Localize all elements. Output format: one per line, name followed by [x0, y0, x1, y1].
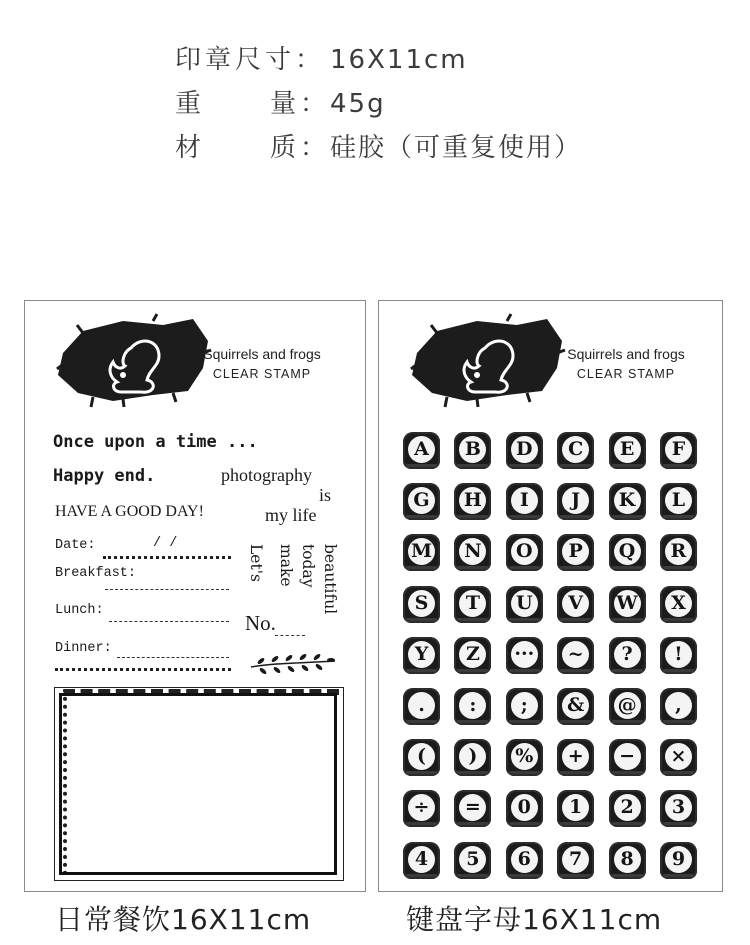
key-tile: [506, 790, 543, 827]
key-label: ?: [614, 641, 641, 668]
key-tile: [454, 637, 491, 674]
key-tile: [660, 483, 697, 520]
key-label: L: [665, 487, 692, 514]
date-line: [103, 556, 231, 559]
phrase-have-good-day: HAVE A GOOD DAY!: [55, 503, 204, 520]
spec-value: 硅胶（可重复使用）: [330, 133, 583, 163]
breakfast-line: [105, 589, 229, 590]
brand-name: Squirrels and frogs: [567, 346, 685, 362]
key-label: 6: [511, 846, 538, 873]
key-label: N: [459, 538, 486, 565]
spec-label-char: 尺: [235, 45, 264, 75]
key-label: H: [459, 487, 486, 514]
phrase-make: make: [277, 544, 295, 587]
key-tile: [454, 790, 491, 827]
key-label: A: [408, 436, 435, 463]
key-tile: [660, 637, 697, 674]
key-tile: [609, 790, 646, 827]
key-tile: [454, 586, 491, 623]
key-label: J: [562, 487, 589, 514]
key-tile: [660, 688, 697, 725]
key-label: ×: [665, 743, 692, 770]
key-label: R: [665, 538, 692, 565]
stamp-card-daily-meals: [24, 300, 366, 892]
key-label: 9: [665, 846, 692, 873]
key-tile: [660, 739, 697, 776]
key-label: X: [665, 590, 692, 617]
key-label: Q: [614, 538, 641, 565]
key-tile: [506, 637, 543, 674]
dinner-line: [117, 657, 229, 658]
key-tile: [609, 586, 646, 623]
key-tile: [660, 790, 697, 827]
key-label: Y: [408, 641, 435, 668]
key-label: O: [511, 538, 538, 565]
key-label: (: [408, 743, 435, 770]
key-tile: [557, 790, 594, 827]
caption-daily-meals: 日常餐饮16X11cm: [55, 903, 312, 936]
key-tile: [660, 586, 697, 623]
dinner-dots: [55, 668, 231, 671]
key-tile: [660, 842, 697, 879]
caption-keyboard-letters: 键盘字母16X11cm: [406, 903, 663, 936]
spec-label-char: 量: [270, 89, 299, 119]
key-label: U: [511, 590, 538, 617]
brand-sub: CLEAR STAMP: [212, 367, 312, 381]
key-tile: [403, 637, 440, 674]
key-label: G: [408, 487, 435, 514]
phrase-my-life: my life: [265, 505, 317, 525]
key-label: M: [408, 538, 435, 565]
spec-label-char: 质: [270, 133, 299, 163]
key-label: Z: [459, 641, 486, 668]
label-date: Date:: [55, 538, 96, 553]
brand-name: Squirrels and frogs: [203, 346, 321, 362]
key-tile: [557, 586, 594, 623]
key-label: .: [408, 692, 435, 719]
spec-label-char: 材: [175, 133, 204, 163]
date-slashes: / /: [153, 536, 178, 551]
key-label: ~: [562, 641, 589, 668]
key-label: 1: [562, 794, 589, 821]
key-tile: [454, 432, 491, 469]
key-tile: [506, 534, 543, 571]
label-lunch: Lunch:: [55, 603, 104, 618]
squirrel-icon: [407, 313, 567, 408]
key-label: @: [614, 692, 641, 719]
key-label: !: [665, 641, 692, 668]
number-line: [275, 635, 305, 636]
key-tile: [609, 637, 646, 674]
key-tile: [557, 637, 594, 674]
key-tile: [506, 739, 543, 776]
key-tile: [403, 483, 440, 520]
key-tile: [403, 739, 440, 776]
key-tile: [609, 842, 646, 879]
key-tile: [557, 483, 594, 520]
key-label: P: [562, 538, 589, 565]
key-label: 3: [665, 794, 692, 821]
key-label: E: [614, 436, 641, 463]
phrase-beautiful: beautiful: [321, 544, 339, 615]
key-label: +: [562, 743, 589, 770]
key-tile: [506, 842, 543, 879]
key-tile: [454, 688, 491, 725]
brand-label: [551, 346, 701, 381]
phrase-today: today: [299, 544, 317, 588]
key-label: ;: [511, 692, 538, 719]
key-label: F: [665, 436, 692, 463]
key-label: V: [562, 590, 589, 617]
key-tile: [403, 790, 440, 827]
spec-label-char: 印: [175, 45, 204, 75]
label-breakfast: Breakfast:: [55, 566, 137, 581]
key-tile: [506, 586, 543, 623]
phrase-is: is: [319, 485, 332, 505]
key-label: S: [408, 590, 435, 617]
key-grid: [403, 432, 697, 879]
photo-frame: [59, 693, 337, 875]
key-tile: [454, 739, 491, 776]
key-tile: [660, 534, 697, 571]
key-label: C: [562, 436, 589, 463]
phrase-photography: photography: [221, 465, 312, 485]
key-tile: [609, 432, 646, 469]
key-label: K: [614, 487, 641, 514]
key-tile: [609, 739, 646, 776]
key-label: 5: [459, 846, 486, 873]
key-tile: [609, 688, 646, 725]
key-label: 4: [408, 846, 435, 873]
brand-sub: CLEAR STAMP: [576, 367, 676, 381]
key-label: ): [459, 743, 486, 770]
spec-colon: ：: [300, 89, 329, 119]
key-tile: [403, 432, 440, 469]
key-tile: [403, 842, 440, 879]
spec-colon: ：: [300, 133, 329, 163]
key-tile: [609, 483, 646, 520]
key-label: I: [511, 487, 538, 514]
key-tile: [660, 432, 697, 469]
key-label: W: [614, 590, 641, 617]
key-label: 7: [562, 846, 589, 873]
key-tile: [403, 534, 440, 571]
key-tile: [557, 842, 594, 879]
key-tile: [557, 432, 594, 469]
key-label: ,: [665, 692, 692, 719]
key-label: ÷: [408, 794, 435, 821]
key-label: 2: [614, 794, 641, 821]
key-tile: [506, 432, 543, 469]
key-tile: [506, 688, 543, 725]
key-label: ···: [511, 641, 538, 668]
key-tile: [403, 688, 440, 725]
lunch-line: [109, 621, 229, 622]
key-tile: [609, 534, 646, 571]
brand-label: [187, 346, 337, 381]
label-dinner: Dinner:: [55, 641, 112, 656]
leaf-branch-icon: [249, 653, 337, 677]
spec-value: 16X11cm: [330, 45, 468, 75]
key-label: T: [459, 590, 486, 617]
phrase-happy-end: Happy end.: [53, 466, 156, 486]
spec-label-char: 章: [205, 45, 234, 75]
spec-value: 45g: [330, 89, 386, 119]
key-tile: [506, 483, 543, 520]
key-tile: [557, 739, 594, 776]
key-label: =: [459, 794, 486, 821]
key-tile: [557, 688, 594, 725]
phrase-once-upon: Once upon a time ...: [53, 432, 258, 452]
spec-label-char: 寸: [265, 45, 294, 75]
key-label: 8: [614, 846, 641, 873]
spec-label-char: 重: [175, 89, 204, 119]
key-label: 0: [511, 794, 538, 821]
key-tile: [454, 483, 491, 520]
label-number: No.: [245, 611, 276, 635]
key-tile: [454, 534, 491, 571]
key-tile: [557, 534, 594, 571]
key-label: %: [511, 743, 538, 770]
spec-colon: ：: [295, 45, 324, 75]
key-label: &: [562, 692, 589, 719]
key-label: :: [459, 692, 486, 719]
phrase-lets: Let's: [247, 544, 265, 582]
key-label: −: [614, 743, 641, 770]
key-label: D: [511, 436, 538, 463]
key-label: B: [459, 436, 486, 463]
stamp-card-keyboard-letters: [378, 300, 723, 892]
key-tile: [403, 586, 440, 623]
key-tile: [454, 842, 491, 879]
